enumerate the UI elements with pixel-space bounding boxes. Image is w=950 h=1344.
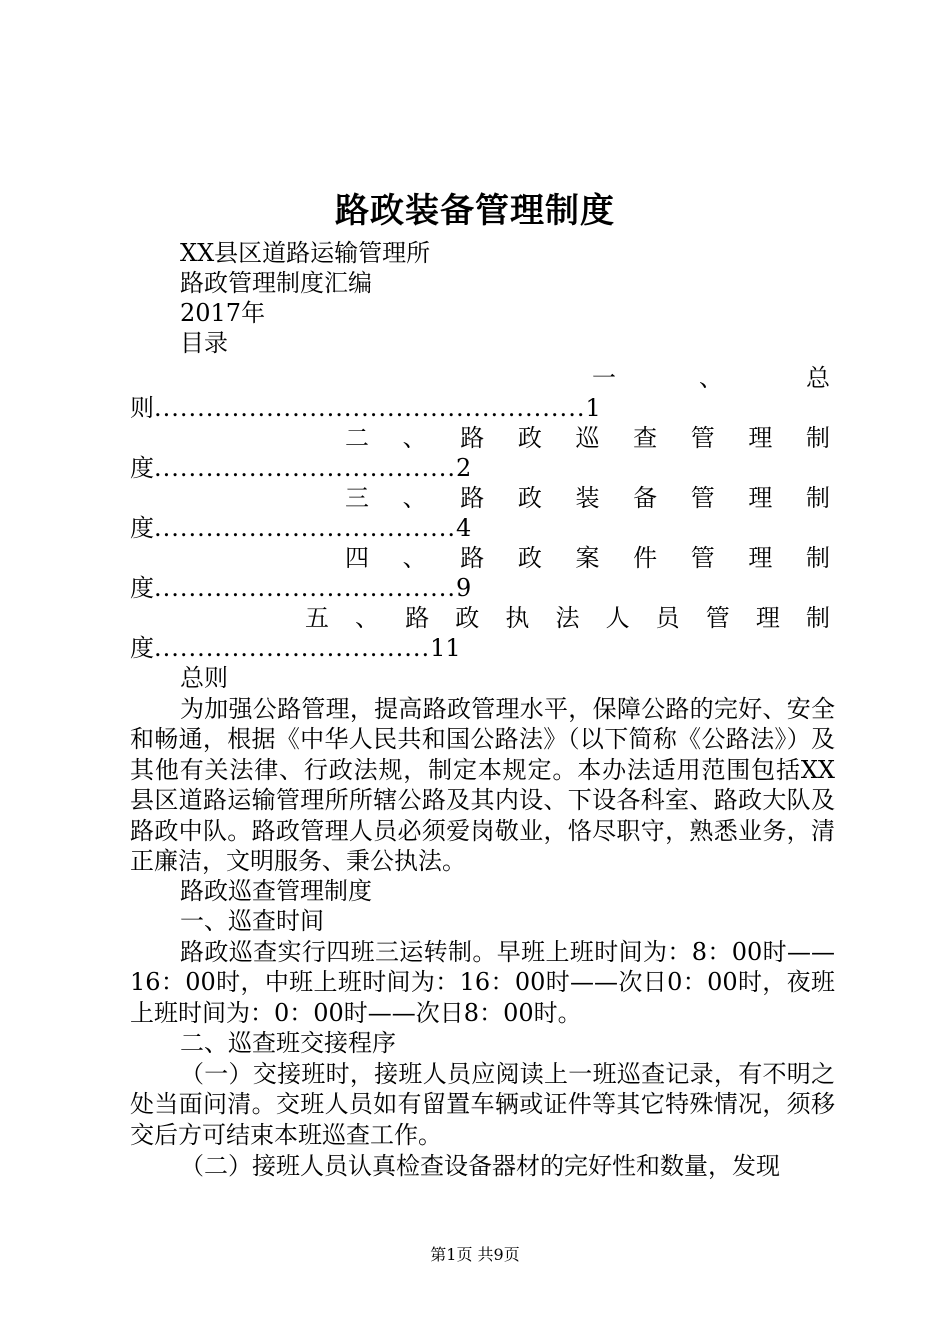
toc-entry-2-head: 二 、 路 政 巡 查 管 理 制 bbox=[345, 424, 830, 452]
section-general-heading: 总则 bbox=[180, 664, 228, 692]
page-footer: 第1页 共9页 bbox=[430, 1245, 520, 1264]
handover-paragraph-1: （一）交接班时，接班人员应阅读上一班巡查记录，有不明之处当面问清。交班人员如有留置车辆或证件等其它特殊情况，须移交后方可结束本班巡查工作。 bbox=[130, 1060, 835, 1149]
handover-heading: 二、巡查班交接程序 bbox=[180, 1029, 396, 1057]
collection-name: 路政管理制度汇编 bbox=[180, 269, 372, 297]
toc-entry-5-line[interactable]: 度................................11 bbox=[130, 634, 461, 662]
toc-entry-3-head: 三 、 路 政 装 备 管 理 制 bbox=[345, 484, 830, 512]
patrol-time-heading: 一、巡查时间 bbox=[180, 907, 324, 935]
toc-heading: 目录 bbox=[180, 329, 228, 357]
toc-entry-1-head: 一 、 总 bbox=[592, 364, 830, 392]
toc-entry-4-line[interactable]: 度...................................9 bbox=[130, 574, 472, 602]
document-title: 路政装备管理制度 bbox=[335, 191, 615, 231]
general-paragraph: 为加强公路管理，提高路政管理水平，保障公路的完好、安全和畅通，根据《中华人民共和国公路法》（以下简称《公路法》）及其他有关法律、行政法规，制定本规定。本办法适用范围包括XX县区道路运输管理所所辖公路及其内设、下设各科室、路政大队及路政中队。路政管理人员必须爱岗敬业，恪尽职守，熟悉业务，清正廉洁，文明服务、秉公执法。 bbox=[130, 695, 835, 876]
patrol-time-paragraph: 路政巡查实行四班三运转制。早班上班时间为：8：00时——16：00时，中班上班时间为：16：00时——次日0：00时，夜班上班时间为：0：00时——次日8：00时。 bbox=[130, 938, 835, 1027]
toc-entry-2-line[interactable]: 度...................................2 bbox=[130, 454, 472, 482]
toc-entry-3-line[interactable]: 度...................................4 bbox=[130, 514, 472, 542]
toc-entry-4-head: 四 、 路 政 案 件 管 理 制 bbox=[345, 544, 830, 572]
toc-entry-5-head: 五 、 路 政 执 法 人 员 管 理 制 bbox=[305, 604, 830, 632]
section-patrol-heading: 路政巡查管理制度 bbox=[180, 877, 372, 905]
org-name: XX县区道路运输管理所 bbox=[180, 239, 431, 267]
toc-entry-1-line[interactable]: 则..................................................1 bbox=[130, 394, 601, 422]
year: 2017年 bbox=[180, 299, 266, 327]
handover-paragraph-2: （二）接班人员认真检查设备器材的完好性和数量，发现 bbox=[180, 1152, 780, 1180]
